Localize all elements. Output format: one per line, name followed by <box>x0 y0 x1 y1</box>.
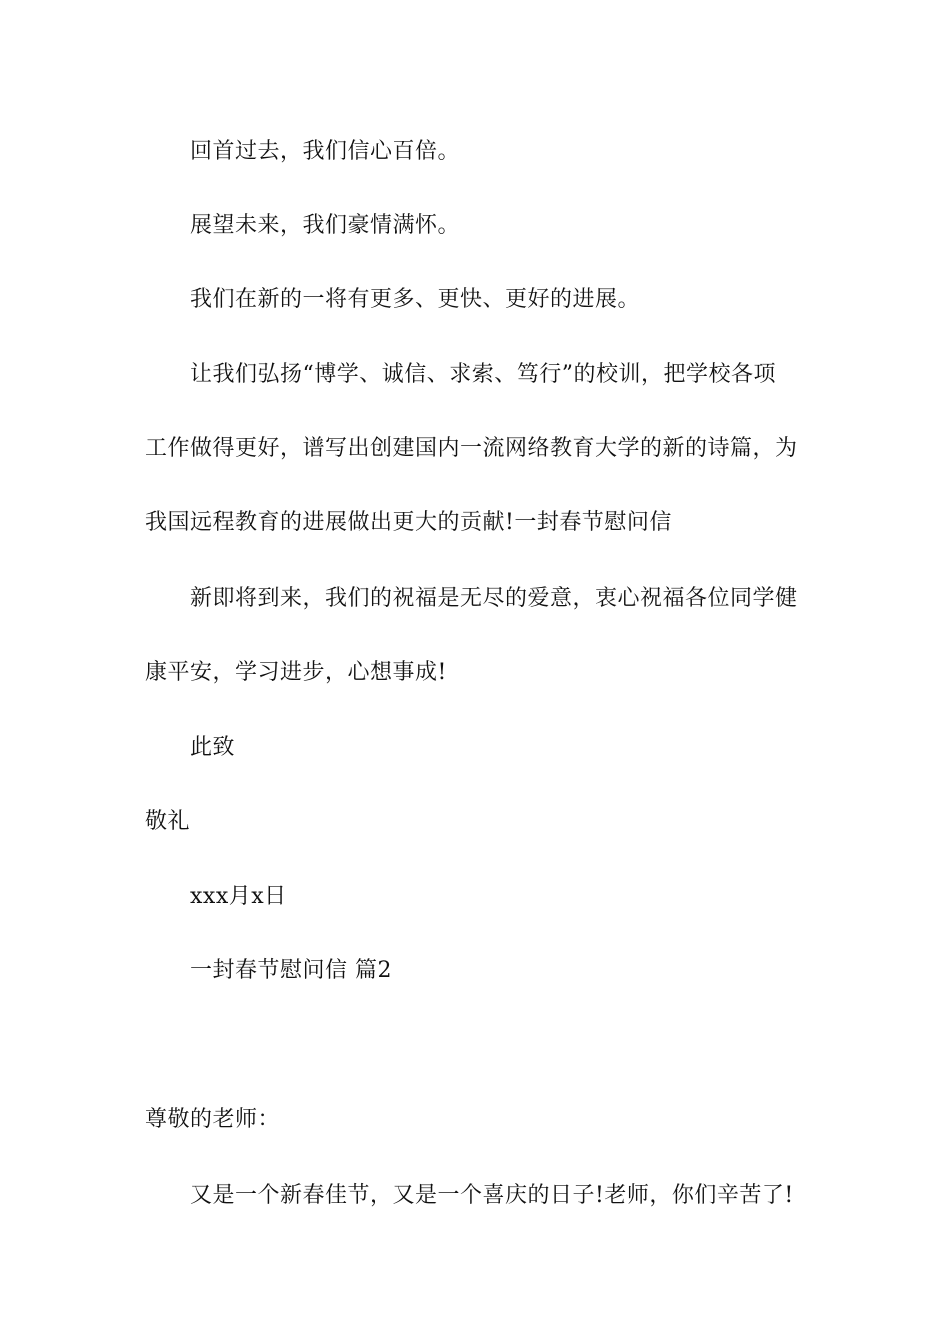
paragraph-line: 我国远程教育的进展做出更大的贡献!一封春节慰问信 <box>145 510 672 535</box>
paragraph-line: 我们在新的一将有更多、更快、更好的进展。 <box>190 287 641 312</box>
paragraph-line: 让我们弘扬“博学、诚信、求索、笃行”的校训，把学校各项 <box>190 362 776 387</box>
closing-line: 此致 <box>190 735 236 760</box>
paragraph-line: 展望未来，我们豪情满怀。 <box>190 213 461 238</box>
paragraph-line: 康平安，学习进步，心想事成! <box>145 660 447 685</box>
paragraph-line: 新即将到来，我们的祝福是无尽的爱意，衷心祝福各位同学健 <box>190 586 798 611</box>
paragraph-line: 工作做得更好，谱写出创建国内一流网络教育大学的新的诗篇，为 <box>145 436 798 461</box>
closing-line: 敬礼 <box>145 809 191 834</box>
date-line: xxx月x日 <box>190 884 287 909</box>
paragraph-line: 回首过去，我们信心百倍。 <box>190 139 461 164</box>
paragraph-line: 又是一个新春佳节，又是一个喜庆的日子!老师，你们辛苦了! <box>190 1183 794 1208</box>
section-heading: 一封春节慰问信 篇2 <box>190 958 392 983</box>
salutation-line: 尊敬的老师： <box>145 1107 281 1132</box>
